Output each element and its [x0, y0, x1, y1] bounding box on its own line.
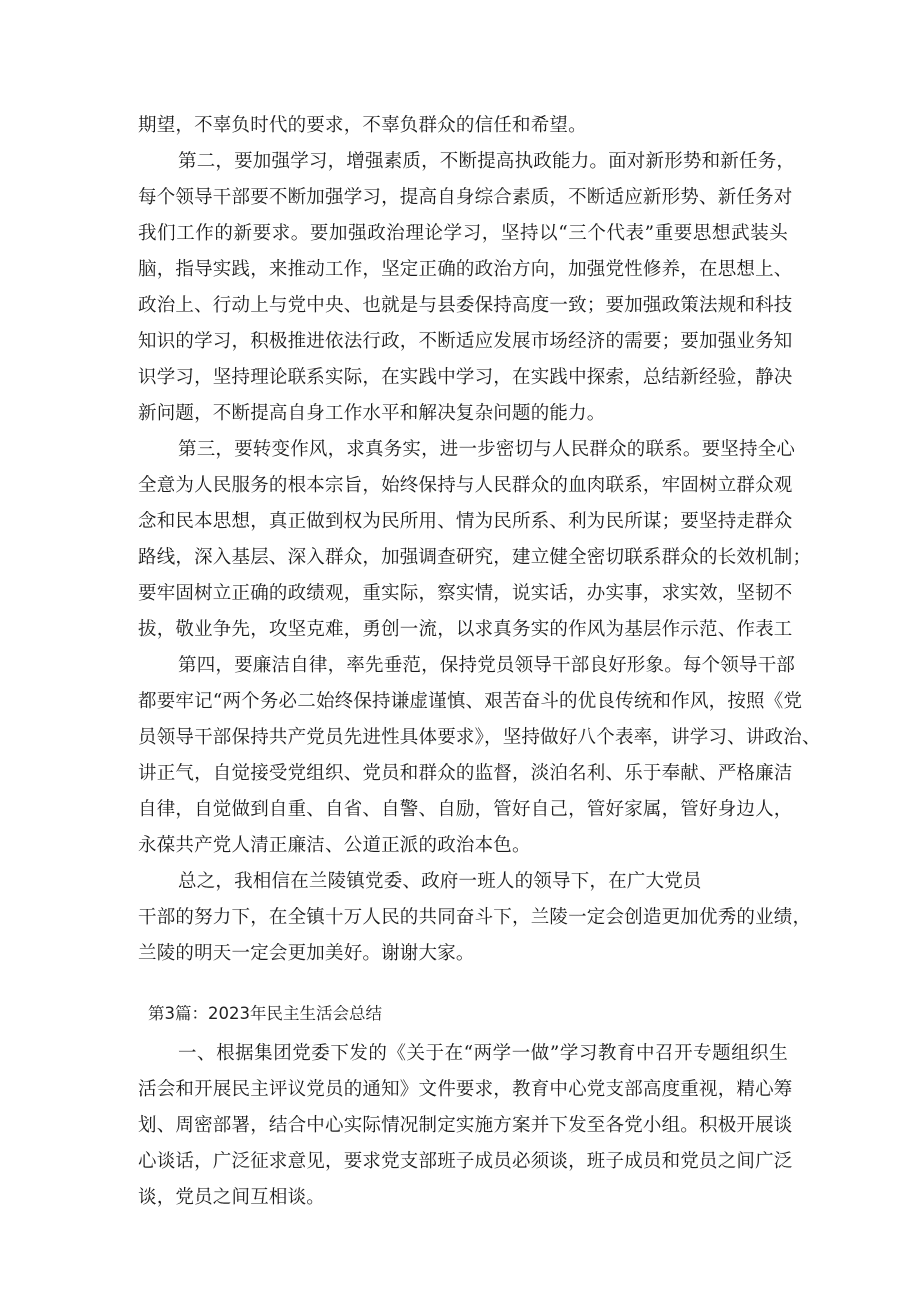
paragraph-line: 第二，要加强学习，增强素质，不断提高执政能力。面对新形势和新任务， [178, 151, 796, 172]
paragraph-line: 期望，不辜负时代的要求，不辜负群众的信任和希望。 [138, 115, 587, 136]
paragraph-line: 拔，敬业争先，攻坚克难，勇创一流，以求真务实的作风为基层作示范、作表工 [138, 619, 793, 640]
paragraph-line: 员领导干部保持共产党员先进性具体要求》，坚持做好八个表率，讲学习、讲政治、 [138, 727, 821, 748]
section-paragraph-line: 划、周密部署，结合中心实际情况制定实施方案并下发至各党小组。积极开展谈 [138, 1115, 793, 1136]
paragraph-line: 政治上、行动上与党中央、也就是与县委保持高度一致；要加强政策法规和科技 [138, 295, 793, 316]
paragraph-line: 全意为人民服务的根本宗旨，始终保持与人民群众的血肉联系，牢固树立群众观 [138, 475, 793, 496]
paragraph-line: 自律，自觉做到自重、自省、自警、自励，管好自己，管好家属，管好身边人， [138, 799, 793, 820]
paragraph-line: 第三，要转变作风，求真务实，进一步密切与人民群众的联系。要坚持全心 [178, 439, 796, 460]
paragraph-line: 知识的学习，积极推进依法行政，不断适应发展市场经济的需要；要加强业务知 [138, 331, 793, 352]
paragraph-line: 兰陵的明天一定会更加美好。谢谢大家。 [138, 943, 475, 964]
paragraph-line: 我们工作的新要求。要加强政治理论学习，坚持以“三个代表”重要思想武装头 [138, 223, 788, 244]
section-paragraph-line: 心谈话，广泛征求意见，要求党支部班子成员必须谈，班子成员和党员之间广泛 [138, 1151, 793, 1172]
paragraph-line: 永葆共产党人清正廉洁、公道正派的政治本色。 [138, 835, 531, 856]
paragraph-line: 路线，深入基层、深入群众，加强调查研究，建立健全密切联系群众的长效机制； [138, 547, 812, 568]
paragraph-line: 第四，要廉洁自律，率先垂范，保持党员领导干部良好形象。每个领导干部 [178, 655, 796, 676]
section-heading: 第3篇：2023年民主生活会总结 [148, 1004, 382, 1023]
paragraph-line: 念和民本思想，真正做到权为民所用、情为民所系、利为民所谋；要坚持走群众 [138, 511, 793, 532]
section-paragraph-line: 活会和开展民主评议党员的通知》文件要求，教育中心党支部高度重视，精心筹 [138, 1079, 793, 1100]
paragraph-line: 识学习，坚持理论联系实际，在实践中学习，在实践中探索，总结新经验，静决 [138, 367, 793, 388]
paragraph-line: 脑，指导实践，来推动工作，坚定正确的政治方向，加强党性修养，在思想上、 [138, 259, 793, 280]
paragraph-line: 要牢固树立正确的政绩观，重实际，察实情，说实话，办实事，求实效，坚韧不 [138, 583, 793, 604]
paragraph-line: 总之，我相信在兰陵镇党委、政府一班人的领导下，在广大党员 [178, 871, 702, 892]
section-paragraph-line: 谈，党员之间互相谈。 [138, 1187, 326, 1208]
paragraph-line: 都要牢记“两个务必二始终保持谦虚谨慎、艰苦奋斗的优良传统和作风，按照《党 [138, 691, 803, 712]
paragraph-line: 讲正气，自觉接受党组织、党员和群众的监督，淡泊名利、乐于奉献、严格廉洁 [138, 763, 793, 784]
paragraph-line: 每个领导干部要不断加强学习，提高自身综合素质，不断适应新形势、新任务对 [138, 187, 793, 208]
paragraph-line: 干部的努力下，在全镇十万人民的共同奋斗下，兰陵一定会创造更加优秀的业绩， [138, 907, 812, 928]
paragraph-line: 新问题，不断提高自身工作水平和解决复杂问题的能力。 [138, 403, 606, 424]
section-paragraph-line: 一、根据集团党委下发的《关于在“两学一做”学习教育中召开专题组织生 [178, 1043, 788, 1064]
